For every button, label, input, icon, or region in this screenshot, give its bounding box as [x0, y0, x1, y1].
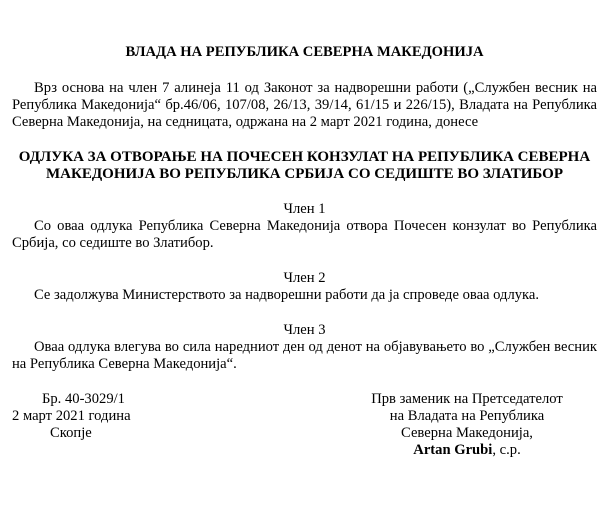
- document-number: Бр. 40-3029/1: [42, 391, 125, 407]
- article-2-heading: Член 2: [283, 270, 326, 286]
- signer-title-line-3: Северна Македонија,: [401, 425, 533, 441]
- signer-title-line-1: Прв заменик на Претседателот: [371, 391, 563, 407]
- document-page: [12, 0, 597, 524]
- document-place: Скопје: [50, 425, 92, 441]
- article-3-heading: Член 3: [283, 322, 326, 338]
- article-3-text: Оваа одлука влегува во сила наредниот ден од денот на објавувањето во „Службен весник на Република Северна Македонија“.: [12, 339, 597, 372]
- article-1-text: Со оваа одлука Република Северна Македонија отвора Почесен конзулат во Република Србија, со седиште во Златибор.: [12, 218, 597, 251]
- signature-block: [337, 391, 597, 459]
- article-1-heading: Член 1: [283, 201, 326, 217]
- signer-name: Artan Grubi: [413, 442, 493, 458]
- article-2-text: Се задолжува Министерството за надворешни работи да ја спроведе оваа одлука.: [34, 287, 540, 303]
- signer-suffix: , с.р.: [492, 442, 521, 458]
- government-title: ВЛАДА НА РЕПУБЛИКА СЕВЕРНА МАКЕДОНИЈА: [125, 44, 484, 60]
- decision-title: ОДЛУКА ЗА ОТВОРАЊЕ НА ПОЧЕСЕН КОНЗУЛАТ НА РЕПУБЛИКА СЕВЕРНА МАКЕДОНИЈА ВО РЕПУБЛИКА СРБИЈА СО СЕДИШТЕ ВО ЗЛАТИБОР: [18, 149, 591, 182]
- signer-line: [337, 442, 597, 459]
- signer-title-line-2: на Владата на Република: [389, 408, 545, 424]
- document-reference-block: [12, 391, 212, 442]
- document-date: 2 март 2021 година: [12, 408, 131, 424]
- preamble-paragraph: Врз основа на член 7 алинеја 11 од Законот за надворешни работи („Службен весник на Република Македонија“ бр.46/06, 107/08, 26/13, 39/14, 61/15 и 226/15), Владата на Република Северна Македонија, на седницата, одржана на 2 март 2021 година, донесе: [12, 80, 597, 130]
